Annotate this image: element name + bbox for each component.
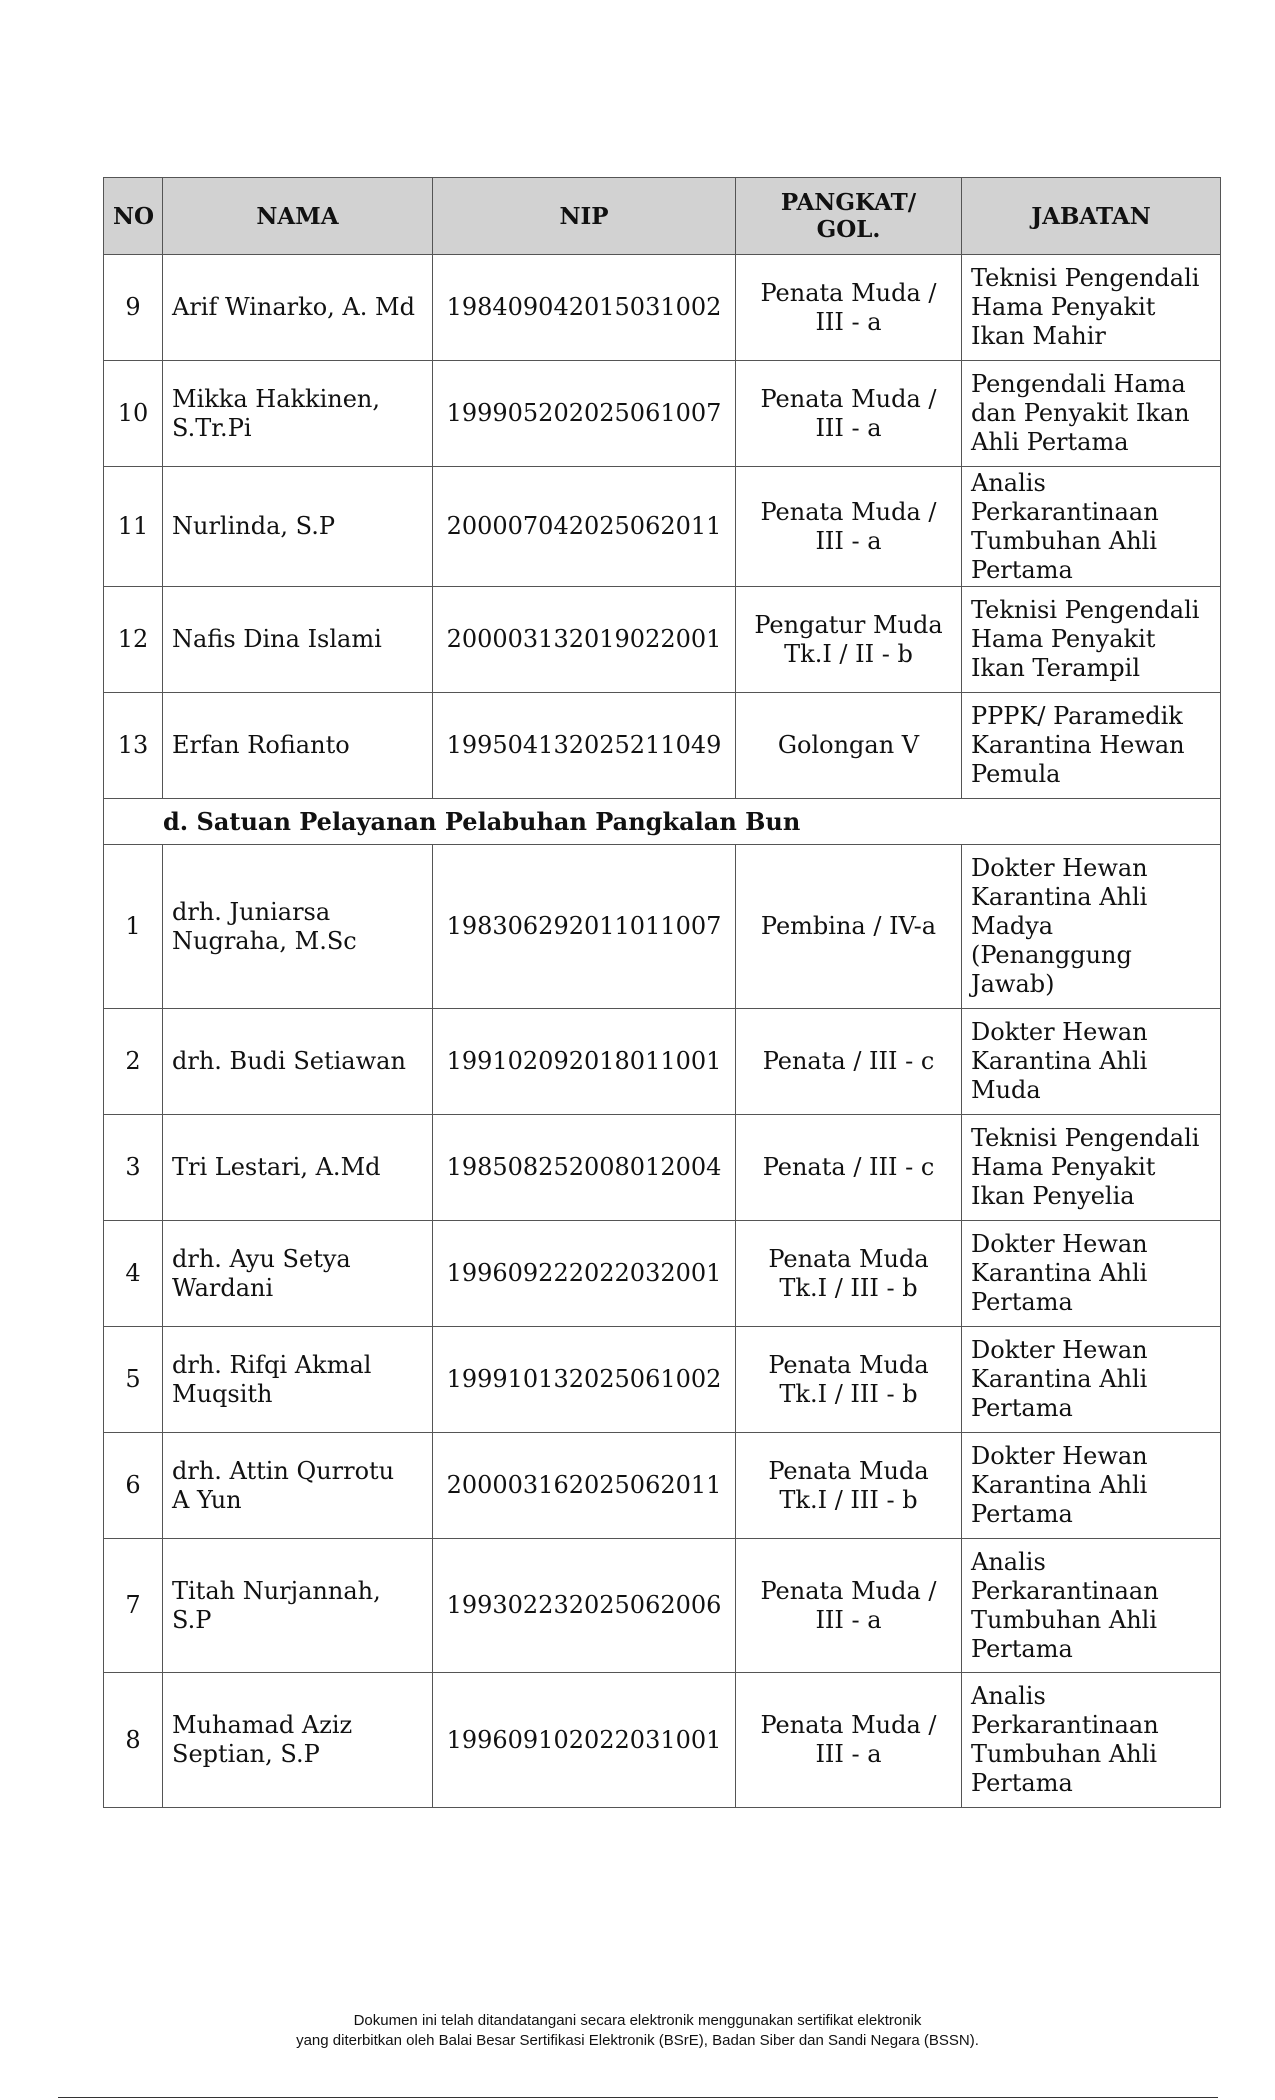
cell-jabatan bbox=[962, 1009, 1221, 1115]
cell-jabatan-line: Perkarantinaan bbox=[971, 1576, 1159, 1605]
section-d-title: d. Satuan Pelayanan Pelabuhan Pangkalan Bun bbox=[104, 799, 1221, 845]
cell-pangkat-line: Tk.I / III - b bbox=[779, 1273, 918, 1302]
cell-pangkat-line: Penata / III - c bbox=[762, 1153, 935, 1181]
cell-nama-line: drh. Attin Qurrotu bbox=[172, 1456, 395, 1485]
cell-jabatan bbox=[962, 255, 1221, 361]
cell-jabatan bbox=[962, 693, 1221, 799]
cell-nama bbox=[163, 1115, 433, 1221]
table-row bbox=[104, 467, 1221, 587]
cell-nama bbox=[163, 1009, 433, 1115]
header-pangkat-line2: GOL. bbox=[816, 216, 881, 243]
cell-pangkat-line: III - a bbox=[815, 1605, 882, 1634]
cell-pangkat-line: Penata Muda bbox=[768, 1456, 929, 1485]
esign-footer bbox=[0, 2011, 1275, 2051]
cell-pangkat bbox=[736, 1673, 962, 1808]
cell-jabatan bbox=[962, 1327, 1221, 1433]
cell-pangkat-line: Penata Muda bbox=[768, 1244, 929, 1273]
table-row bbox=[104, 845, 1221, 1009]
cell-jabatan-line: Dokter Hewan bbox=[971, 1018, 1148, 1046]
table-row bbox=[104, 1433, 1221, 1539]
cell-pangkat-line: Penata Muda / bbox=[760, 497, 937, 526]
cell-pangkat-line: III - a bbox=[815, 1740, 882, 1768]
cell-nama-line: drh. Rifqi Akmal bbox=[172, 1350, 372, 1379]
cell-jabatan-line: Hama Penyakit bbox=[971, 293, 1156, 321]
cell-jabatan bbox=[962, 361, 1221, 467]
cell-no: 4 bbox=[104, 1221, 163, 1327]
cell-jabatan bbox=[962, 1433, 1221, 1539]
cell-jabatan-line: Ahli Pertama bbox=[971, 428, 1129, 456]
cell-pangkat-line: Penata Muda / bbox=[760, 1711, 937, 1739]
header-pangkat bbox=[736, 178, 962, 255]
cell-jabatan-line: Karantina Ahli bbox=[971, 1047, 1148, 1075]
cell-pangkat-line: Pengatur Muda bbox=[754, 610, 943, 639]
cell-jabatan-line: Dokter Hewan bbox=[971, 1442, 1148, 1470]
table-row bbox=[104, 693, 1221, 799]
table-row bbox=[104, 1327, 1221, 1433]
cell-jabatan-line: Pemula bbox=[971, 760, 1061, 788]
cell-nama-line: Muqsith bbox=[172, 1379, 273, 1408]
cell-nama-line: Tri Lestari, A.Md bbox=[172, 1153, 381, 1181]
cell-jabatan-line: Teknisi Pengendali bbox=[971, 264, 1200, 292]
cell-jabatan bbox=[962, 1673, 1221, 1808]
cell-nama-line: Arif Winarko, A. Md bbox=[172, 293, 415, 321]
cell-jabatan-line: Dokter Hewan bbox=[971, 1230, 1148, 1258]
footer-line-1: Dokumen ini telah ditandatangani secara elektronik menggunakan sertifikat elektronik bbox=[353, 2012, 922, 2029]
cell-pangkat bbox=[736, 1539, 962, 1673]
table-row bbox=[104, 1221, 1221, 1327]
cell-nama bbox=[163, 1327, 433, 1433]
cell-jabatan-line: Ikan Mahir bbox=[971, 322, 1106, 350]
cell-nama bbox=[163, 1433, 433, 1539]
cell-pangkat-line: Penata Muda / bbox=[760, 1576, 937, 1605]
cell-nama bbox=[163, 693, 433, 799]
cell-jabatan-line: Ikan Terampil bbox=[971, 654, 1141, 682]
cell-jabatan-line: Dokter Hewan bbox=[971, 854, 1148, 882]
cell-nip: 199302232025062006 bbox=[433, 1539, 736, 1673]
cell-jabatan-line: Pertama bbox=[971, 1769, 1073, 1797]
cell-no: 3 bbox=[104, 1115, 163, 1221]
cell-nip: 198306292011011007 bbox=[433, 845, 736, 1009]
cell-nama-line: Septian, S.P bbox=[172, 1740, 320, 1768]
cell-nama-line: Muhamad Aziz bbox=[172, 1711, 353, 1739]
cell-jabatan-line: Karantina Ahli bbox=[971, 883, 1148, 911]
cell-pangkat-line: III - a bbox=[815, 526, 882, 555]
cell-nama-line: S.Tr.Pi bbox=[172, 413, 252, 442]
cell-pangkat bbox=[736, 1009, 962, 1115]
cell-nip: 198409042015031002 bbox=[433, 255, 736, 361]
cell-pangkat bbox=[736, 255, 962, 361]
cell-nip: 199609222022032001 bbox=[433, 1221, 736, 1327]
cell-no: 5 bbox=[104, 1327, 163, 1433]
cell-jabatan-line: (Penanggung bbox=[971, 941, 1132, 969]
cell-pangkat-line: Penata / III - c bbox=[762, 1047, 935, 1075]
table-row bbox=[104, 1115, 1221, 1221]
cell-pangkat-line: Penata Muda bbox=[768, 1350, 929, 1379]
header-no: NO bbox=[104, 178, 163, 255]
cell-pangkat-line: III - a bbox=[815, 413, 882, 442]
cell-nip: 199905202025061007 bbox=[433, 361, 736, 467]
cell-jabatan-line: Analis bbox=[971, 1547, 1046, 1576]
cell-no: 8 bbox=[104, 1673, 163, 1808]
cell-jabatan bbox=[962, 1539, 1221, 1673]
cell-pangkat-line: Tk.I / III - b bbox=[779, 1379, 918, 1408]
cell-nip: 199102092018011001 bbox=[433, 1009, 736, 1115]
cell-no: 1 bbox=[104, 845, 163, 1009]
cell-nama bbox=[163, 1539, 433, 1673]
table-row bbox=[104, 361, 1221, 467]
cell-jabatan bbox=[962, 1115, 1221, 1221]
cell-nama-line: drh. Ayu Setya bbox=[172, 1244, 351, 1273]
cell-nama-line: Titah Nurjannah, bbox=[172, 1576, 381, 1605]
cell-nama bbox=[163, 1221, 433, 1327]
cell-pangkat bbox=[736, 1221, 962, 1327]
cell-pangkat-line: Tk.I / II - b bbox=[784, 639, 913, 668]
footer-line-2: yang diterbitkan oleh Balai Besar Sertifikasi Elektronik (BSrE), Badan Siber dan Sandi Negara (BSSN). bbox=[296, 2032, 979, 2049]
cell-jabatan-line: Analis bbox=[971, 1682, 1046, 1710]
cell-jabatan bbox=[962, 1221, 1221, 1327]
cell-jabatan-line: Hama Penyakit bbox=[971, 625, 1156, 653]
cell-jabatan-line: Madya bbox=[971, 912, 1054, 940]
cell-nip: 198508252008012004 bbox=[433, 1115, 736, 1221]
cell-nama bbox=[163, 587, 433, 693]
table-row bbox=[104, 1539, 1221, 1673]
cell-no: 11 bbox=[104, 467, 163, 587]
header-nama: NAMA bbox=[163, 178, 433, 255]
cell-nama-line: drh. Budi Setiawan bbox=[172, 1047, 406, 1075]
cell-jabatan-line: Pengendali Hama bbox=[971, 370, 1186, 398]
cell-jabatan-line: Perkarantinaan bbox=[971, 497, 1159, 526]
cell-nama bbox=[163, 1673, 433, 1808]
cell-jabatan-line: Hama Penyakit bbox=[971, 1153, 1156, 1181]
table-row bbox=[104, 1009, 1221, 1115]
cell-jabatan bbox=[962, 845, 1221, 1009]
cell-jabatan-line: Tumbuhan Ahli bbox=[971, 1605, 1158, 1634]
cell-pangkat bbox=[736, 467, 962, 587]
cell-pangkat bbox=[736, 1115, 962, 1221]
table-header-row bbox=[104, 178, 1221, 255]
cell-nama-line: A Yun bbox=[172, 1485, 242, 1514]
cell-jabatan-line: Analis bbox=[971, 468, 1046, 497]
table-row bbox=[104, 587, 1221, 693]
cell-pangkat bbox=[736, 693, 962, 799]
cell-nama bbox=[163, 845, 433, 1009]
cell-pangkat-line: III - a bbox=[815, 307, 882, 336]
cell-nama bbox=[163, 361, 433, 467]
cell-nama bbox=[163, 255, 433, 361]
cell-nip: 199609102022031001 bbox=[433, 1673, 736, 1808]
table-row bbox=[104, 255, 1221, 361]
cell-pangkat-line: Pembina / IV-a bbox=[760, 912, 937, 940]
cell-jabatan-line: Pertama bbox=[971, 1288, 1073, 1316]
cell-jabatan-line: Perkarantinaan bbox=[971, 1711, 1159, 1739]
cell-nama-line: drh. Juniarsa bbox=[172, 897, 331, 926]
cell-nama-line: Nurlinda, S.P bbox=[172, 512, 336, 540]
cell-no: 6 bbox=[104, 1433, 163, 1539]
personnel-table bbox=[103, 177, 1221, 1808]
cell-no: 10 bbox=[104, 361, 163, 467]
cell-nip: 199504132025211049 bbox=[433, 693, 736, 799]
cell-pangkat-line: Penata Muda / bbox=[760, 278, 937, 307]
cell-no: 7 bbox=[104, 1539, 163, 1673]
cell-pangkat bbox=[736, 845, 962, 1009]
cell-nama bbox=[163, 467, 433, 587]
cell-jabatan-line: Dokter Hewan bbox=[971, 1336, 1148, 1364]
cell-nama-line: Wardani bbox=[172, 1273, 274, 1302]
cell-jabatan-line: Karantina Ahli bbox=[971, 1471, 1148, 1499]
cell-jabatan bbox=[962, 587, 1221, 693]
cell-no: 2 bbox=[104, 1009, 163, 1115]
cell-no: 12 bbox=[104, 587, 163, 693]
cell-jabatan-line: dan Penyakit Ikan bbox=[971, 399, 1190, 427]
header-nip: NIP bbox=[433, 178, 736, 255]
cell-nama-line: Erfan Rofianto bbox=[172, 731, 350, 759]
cell-pangkat-line: Tk.I / III - b bbox=[779, 1485, 918, 1514]
cell-jabatan-line: Tumbuhan Ahli bbox=[971, 1740, 1158, 1768]
cell-nama-line: Mikka Hakkinen, bbox=[172, 384, 381, 413]
cell-pangkat bbox=[736, 1327, 962, 1433]
cell-pangkat-line: Golongan V bbox=[777, 731, 920, 759]
cell-jabatan-line: PPPK/ Paramedik bbox=[971, 702, 1183, 730]
table-row bbox=[104, 1673, 1221, 1808]
cell-jabatan-line: Teknisi Pengendali bbox=[971, 596, 1200, 624]
cell-jabatan-line: Karantina Hewan bbox=[971, 731, 1185, 759]
cell-jabatan-line: Jawab) bbox=[971, 970, 1055, 998]
cell-no: 9 bbox=[104, 255, 163, 361]
cell-jabatan-line: Ikan Penyelia bbox=[971, 1182, 1135, 1210]
cell-jabatan-line: Pertama bbox=[971, 1394, 1073, 1422]
cell-no: 13 bbox=[104, 693, 163, 799]
cell-jabatan-line: Pertama bbox=[971, 1634, 1073, 1663]
cell-nip: 200003132019022001 bbox=[433, 587, 736, 693]
cell-jabatan-line: Muda bbox=[971, 1076, 1041, 1104]
cell-jabatan-line: Teknisi Pengendali bbox=[971, 1124, 1200, 1152]
section-row-d bbox=[104, 799, 1221, 845]
cell-jabatan-line: Karantina Ahli bbox=[971, 1365, 1148, 1393]
header-jabatan: JABATAN bbox=[962, 178, 1221, 255]
table-body bbox=[104, 255, 1221, 1808]
cell-nip: 200003162025062011 bbox=[433, 1433, 736, 1539]
bottom-rule bbox=[58, 2097, 1218, 2098]
header-pangkat-line1: PANGKAT/ bbox=[780, 189, 917, 216]
cell-jabatan-line: Pertama bbox=[971, 555, 1073, 584]
cell-nama-line: Nafis Dina Islami bbox=[172, 625, 382, 653]
cell-pangkat-line: Penata Muda / bbox=[760, 384, 937, 413]
cell-pangkat bbox=[736, 1433, 962, 1539]
cell-jabatan bbox=[962, 467, 1221, 587]
cell-pangkat bbox=[736, 587, 962, 693]
cell-nip: 199910132025061002 bbox=[433, 1327, 736, 1433]
cell-pangkat bbox=[736, 361, 962, 467]
cell-jabatan-line: Tumbuhan Ahli bbox=[971, 526, 1158, 555]
cell-nip: 200007042025062011 bbox=[433, 467, 736, 587]
cell-jabatan-line: Pertama bbox=[971, 1500, 1073, 1528]
cell-nama-line: S.P bbox=[172, 1605, 212, 1634]
cell-jabatan-line: Karantina Ahli bbox=[971, 1259, 1148, 1287]
cell-nama-line: Nugraha, M.Sc bbox=[172, 926, 357, 955]
